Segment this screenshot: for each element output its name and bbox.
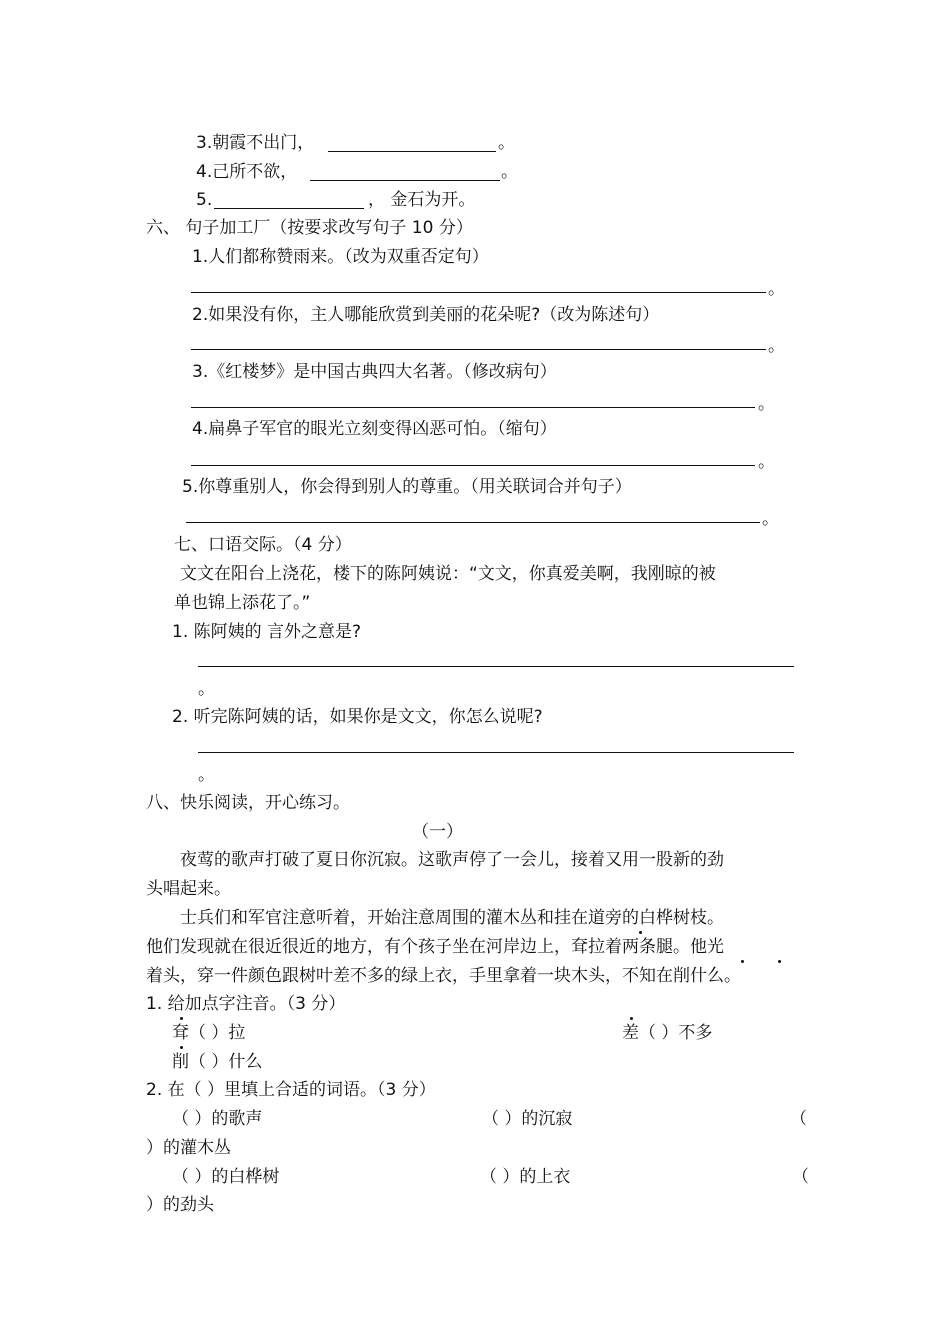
item-4-end: 。 xyxy=(501,162,518,182)
answer-line-6-2[interactable] xyxy=(191,349,766,350)
fill-item-3-end: ）的灌木丛 xyxy=(146,1138,231,1158)
period: 。 xyxy=(762,509,779,529)
emphasis-dot xyxy=(778,960,781,963)
section-7-title: 七、口语交际。（4 分） xyxy=(174,535,352,555)
sec6-question-2: 2.如果没有你，主人哪能欣赏到美丽的花朵呢?（改为陈述句） xyxy=(192,305,660,325)
answer-line-7-2[interactable] xyxy=(198,752,794,753)
section-6-title: 六、 句子加工厂（按要求改写句子 10 分） xyxy=(146,218,473,238)
sec6-question-4: 4.扁鼻子军官的眼光立刻变得凶恶可怕。（缩句） xyxy=(192,419,557,439)
passage-p2-line-2: 他们发现就在很近很近的地方，有个孩子坐在河岸边上，耷拉着两条腿。他光 xyxy=(146,937,724,957)
sec8-question-2: 2. 在（ ）里填上合适的词语。（3 分） xyxy=(146,1080,436,1100)
pinyin-item-1: 耷（ ）拉 xyxy=(172,1023,246,1043)
blank-4[interactable] xyxy=(310,180,500,181)
fill-item-6-start: （ xyxy=(792,1167,809,1187)
emphasis-dot xyxy=(180,1046,183,1049)
answer-line-6-4[interactable] xyxy=(191,465,755,466)
fill-item-1: （ ）的歌声 xyxy=(172,1109,263,1129)
period: 。 xyxy=(198,679,215,699)
pinyin-item-3: 削（ ）什么 xyxy=(172,1052,263,1072)
answer-line-6-3[interactable] xyxy=(191,407,755,408)
answer-line-6-5[interactable] xyxy=(186,522,760,523)
period: 。 xyxy=(198,765,215,785)
period: 。 xyxy=(768,279,785,299)
fill-item-6-end: ）的劲头 xyxy=(146,1195,214,1215)
sec6-question-1: 1.人们都称赞雨来。（改为双重否定句） xyxy=(192,247,489,267)
passage-number: （一） xyxy=(412,822,463,842)
period: 。 xyxy=(758,394,775,414)
item-3-end: 。 xyxy=(498,133,515,153)
item-5-end: ， 金石为开。 xyxy=(368,190,476,210)
pinyin-item-2: 差（ ）不多 xyxy=(622,1023,713,1043)
sec7-question-1: 1. 陈阿姨的 言外之意是? xyxy=(172,622,362,642)
answer-line-6-1[interactable] xyxy=(191,292,766,293)
fill-item-2: （ ）的沉寂 xyxy=(482,1109,573,1129)
passage-p1-line-2: 头唱起来。 xyxy=(146,879,231,899)
sec7-passage-line-1: 文文在阳台上浇花，楼下的陈阿姨说：“文文，你真爱美啊，我刚晾的被 xyxy=(180,564,716,584)
item-4-start: 4.己所不欲， xyxy=(196,162,298,182)
sec7-question-2: 2. 听完陈阿姨的话，如果你是文文，你怎么说呢? xyxy=(172,707,543,727)
item-3-start: 3.朝霞不出门， xyxy=(196,133,315,153)
passage-p1-line-1: 夜莺的歌声打破了夏日你沉寂。这歌声停了一会儿，接着又用一股新的劲 xyxy=(180,850,724,870)
emphasis-dot xyxy=(639,931,642,934)
blank-5[interactable] xyxy=(214,208,364,209)
blank-3[interactable] xyxy=(328,151,496,152)
fill-item-3-start: （ xyxy=(790,1109,807,1129)
emphasis-dot xyxy=(741,960,744,963)
passage-p2-line-3: 着头，穿一件颜色跟树叶差不多的绿上衣，手里拿着一块木头，不知在削什么。 xyxy=(146,966,741,986)
item-5-start: 5. xyxy=(196,190,213,210)
sec6-question-5: 5.你尊重别人，你会得到别人的尊重。（用关联词合并句子） xyxy=(182,477,632,497)
sec7-passage-line-2: 单也锦上添花了。” xyxy=(174,593,311,613)
fill-item-4: （ ）的白桦树 xyxy=(172,1167,280,1187)
passage-p2-line-1: 士兵们和军官注意听着，开始注意周围的灌木丛和挂在道旁的白桦树枝。 xyxy=(180,908,724,928)
emphasis-dot xyxy=(180,1017,183,1020)
fill-item-5: （ ）的上衣 xyxy=(480,1167,571,1187)
emphasis-dot xyxy=(630,1017,633,1020)
period: 。 xyxy=(768,336,785,356)
section-8-title: 八、快乐阅读，开心练习。 xyxy=(146,793,350,813)
sec6-question-3: 3.《红楼梦》是中国古典四大名著。（修改病句） xyxy=(192,362,557,382)
sec8-question-1: 1. 给加点字注音。（3 分） xyxy=(146,994,346,1014)
answer-line-7-1[interactable] xyxy=(198,666,794,667)
period: 。 xyxy=(758,452,775,472)
